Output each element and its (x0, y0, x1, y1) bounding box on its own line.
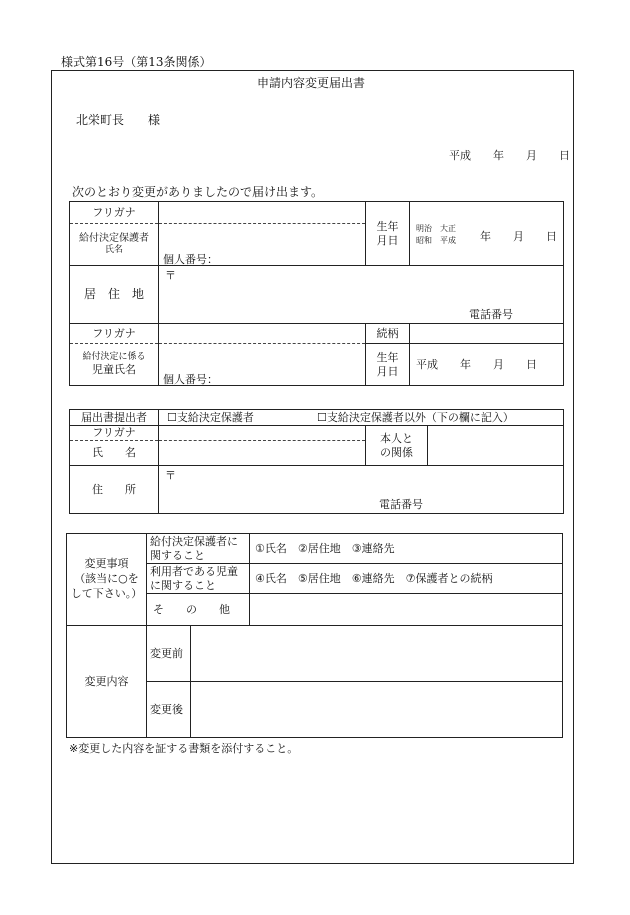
guardian-address-field[interactable] (159, 266, 564, 324)
guardian-birth-ymd: 年 月 日 (480, 230, 557, 243)
footnote: ※変更した内容を証する書類を添付すること。 (69, 742, 299, 755)
intro-text: 次のとおり変更がありましたので届け出ます。 (72, 185, 324, 199)
guardian-name-field[interactable] (159, 224, 366, 266)
change-row2-label: 利用者である児童 に関すること (147, 564, 250, 594)
child-relation-field[interactable] (410, 324, 564, 344)
change-items-label: 変更事項 （該当に○を して下さい。） (67, 534, 147, 626)
date-line: 平成 年 月 日 (449, 149, 570, 162)
submitter-relation-label: 本人と の関係 (366, 426, 428, 466)
submitter-address-field[interactable] (159, 466, 564, 514)
submitter-address-label: 住 所 (70, 466, 159, 514)
child-name-field[interactable] (159, 344, 366, 386)
child-birth-label: 生年 月日 (366, 344, 410, 386)
change-after-field[interactable] (191, 682, 563, 738)
child-birth-value: 平成 年 月 日 (416, 357, 537, 371)
guardian-birth-label: 生年 月日 (366, 202, 410, 266)
submitter-furigana-label: フリガナ (70, 426, 159, 441)
child-relation-label: 続柄 (366, 324, 410, 344)
changes-table (66, 533, 563, 738)
guardian-address-label: 居 住 地 (70, 266, 159, 324)
guardian-phone-label: 電話番号 (469, 308, 513, 321)
change-row3-label: そ の 他 (147, 594, 250, 626)
guardian-furigana-label: フリガナ (70, 202, 159, 224)
submitter-table (69, 409, 564, 514)
applicant-table (69, 201, 564, 386)
change-content-label: 変更内容 (67, 626, 147, 738)
form-title: 申請内容変更届出書 (257, 76, 366, 90)
submitter-label: 届出書提出者 (70, 410, 159, 426)
submitter-phone-label: 電話番号 (379, 498, 423, 511)
change-before-label: 変更前 (147, 626, 191, 682)
child-mynumber-label: 個人番号： (163, 373, 218, 386)
era-options-top: 明治 大正 (416, 224, 456, 233)
change-row1-label: 給付決定保護者に 関すること (147, 534, 250, 564)
submitter-option-other[interactable]: ☐支給決定保護者以外（下の欄に記入） (317, 411, 514, 424)
era-options-bottom: 昭和 平成 (416, 236, 456, 245)
guardian-postal-mark: 〒 (165, 269, 176, 282)
guardian-birth-field[interactable] (410, 202, 564, 266)
child-birth-field[interactable] (410, 344, 564, 386)
child-furigana-field[interactable] (159, 324, 366, 344)
change-after-label: 変更後 (147, 682, 191, 738)
submitter-name-field[interactable] (159, 441, 366, 466)
submitter-furigana-field[interactable] (159, 426, 366, 441)
guardian-furigana-field[interactable] (159, 202, 366, 224)
child-name-label: 給付決定に係る 児童氏名 (70, 344, 159, 386)
submitter-type-field[interactable] (159, 410, 564, 426)
form-number: 様式第16号（第13条関係） (61, 55, 212, 69)
submitter-postal-mark: 〒 (165, 469, 176, 482)
submitter-option-guardian[interactable]: ☐支給決定保護者 (167, 411, 254, 424)
addressee: 北栄町長 様 (76, 113, 161, 127)
guardian-name-label: 給付決定保護者 氏名 (70, 224, 159, 266)
change-row1-options[interactable]: ①氏名 ②居住地 ③連絡先 (250, 534, 563, 564)
guardian-mynumber-label: 個人番号： (163, 253, 218, 266)
submitter-name-label: 氏 名 (70, 441, 159, 466)
change-row2-options[interactable]: ④氏名 ⑤居住地 ⑥連絡先 ⑦保護者との続柄 (250, 564, 563, 594)
change-before-field[interactable] (191, 626, 563, 682)
change-row3-field[interactable] (250, 594, 563, 626)
submitter-relation-field[interactable] (428, 426, 564, 466)
child-furigana-label: フリガナ (70, 324, 159, 344)
